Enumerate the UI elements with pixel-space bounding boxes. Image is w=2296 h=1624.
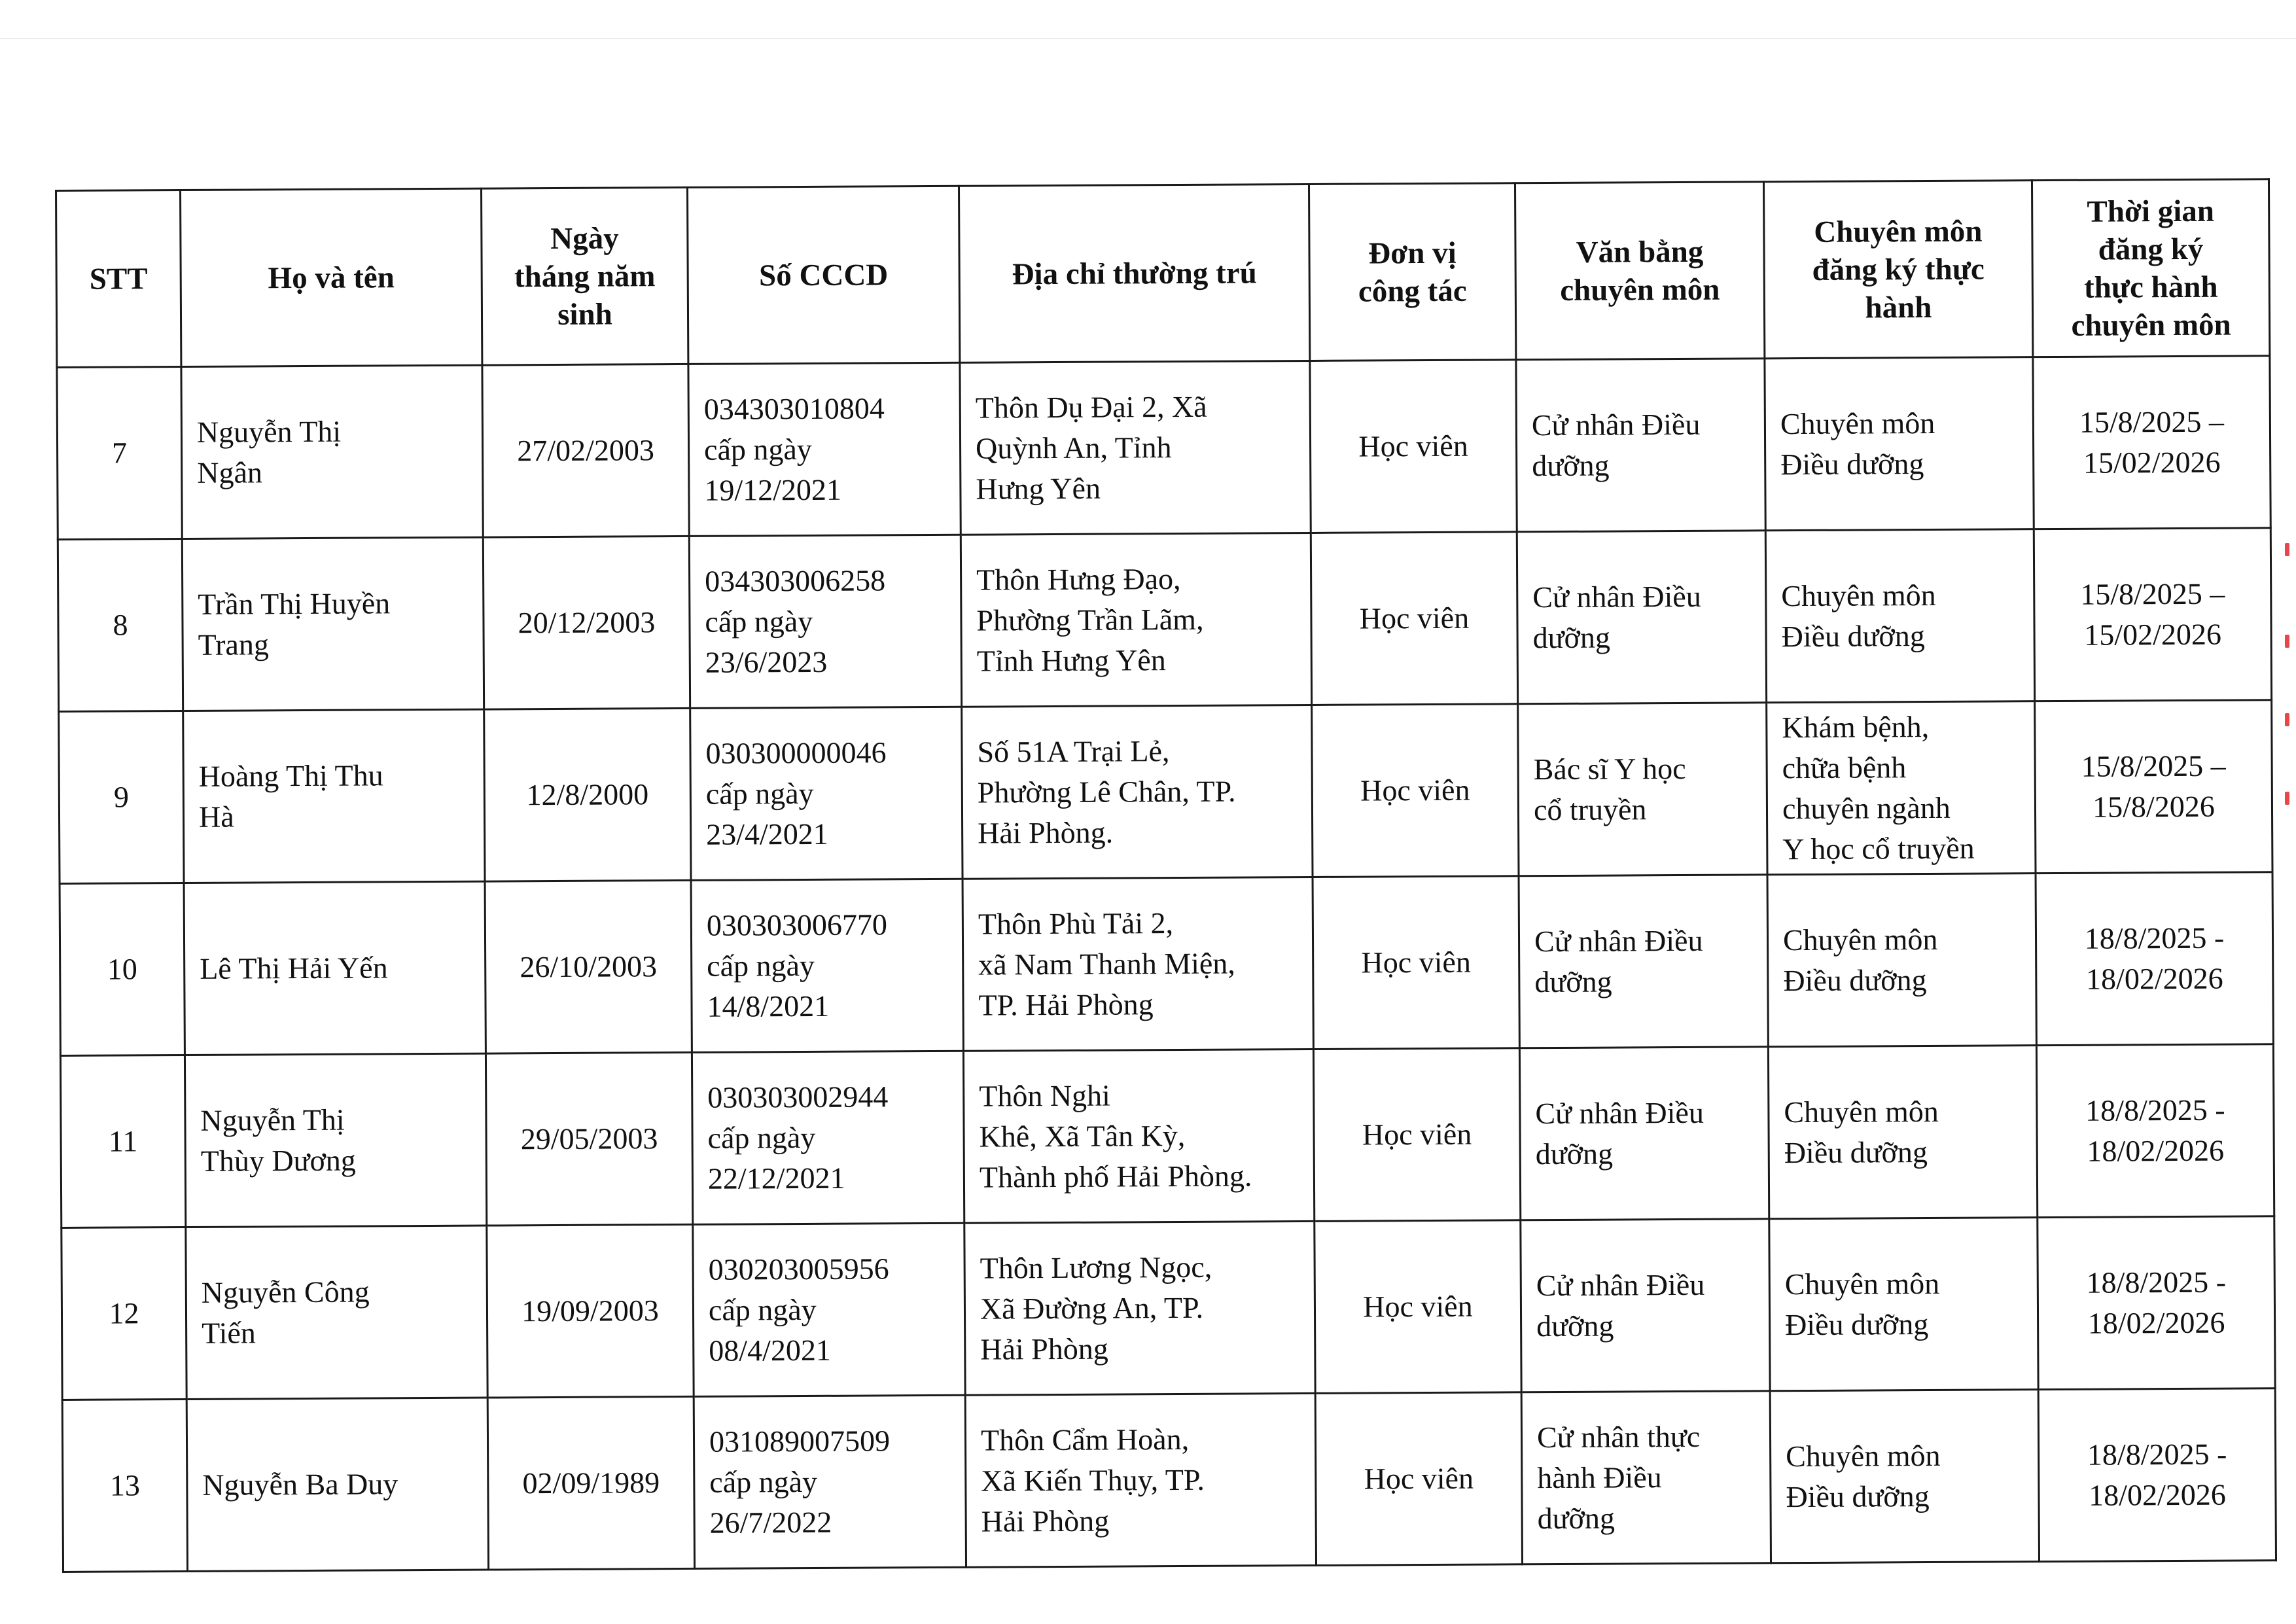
cell-full-name: Trần Thị Huyền Trang	[182, 537, 484, 711]
cell-stt: 10	[60, 883, 185, 1055]
table-row	[60, 1044, 2274, 1228]
cell-degree: Cử nhân Điều dưỡng	[1519, 1047, 1769, 1220]
cell-id-number: 030303002944 cấp ngày 22/12/2021	[692, 1051, 964, 1224]
table-row	[58, 528, 2271, 712]
cell-date-of-birth: 29/05/2003	[486, 1052, 692, 1226]
cell-degree: Cử nhân Điều dưỡng	[1519, 875, 1768, 1048]
cell-id-number: 030203005956 cấp ngày 08/4/2021	[693, 1223, 965, 1396]
cell-stt: 9	[59, 711, 184, 883]
seal-edge-marks	[2285, 543, 2290, 844]
cell-work-unit: Học viên	[1311, 532, 1517, 705]
header-id-number: Số CCCD	[687, 186, 959, 364]
cell-stt: 8	[58, 538, 183, 711]
header-permanent-address: Địa chỉ thường trú	[959, 184, 1309, 362]
cell-full-name: Nguyễn Thị Thùy Dương	[185, 1053, 486, 1227]
cell-address: Số 51A Trại Lẻ, Phường Lê Chân, TP. Hải Phòng.	[962, 705, 1313, 879]
cell-work-unit: Học viên	[1315, 1392, 1522, 1566]
cell-period: 18/8/2025 - 18/02/2026	[2038, 1216, 2275, 1390]
cell-degree: Bác sĩ Y học cổ truyền	[1518, 703, 1767, 876]
cell-full-name: Nguyễn Ba Duy	[186, 1398, 488, 1571]
cell-date-of-birth: 27/02/2003	[482, 364, 689, 537]
cell-degree: Cử nhân Điều dưỡng	[1521, 1219, 1770, 1392]
cell-stt: 11	[60, 1055, 185, 1227]
header-registered-specialty: Chuyên môn đăng ký thực hành	[1763, 181, 2032, 359]
cell-work-unit: Học viên	[1310, 360, 1517, 533]
header-date-of-birth: Ngày tháng năm sinh	[481, 187, 688, 365]
cell-period: 18/8/2025 - 18/02/2026	[2038, 1388, 2276, 1562]
cell-specialty: Chuyên môn Điều dưỡng	[1770, 1390, 2039, 1563]
table-header	[56, 179, 2270, 368]
cell-specialty: Chuyên môn Điều dưỡng	[1768, 1046, 2037, 1219]
cell-address: Thôn Hưng Đạo, Phường Trần Lãm, Tỉnh Hưng Yên	[961, 533, 1311, 707]
header-full-name: Họ và tên	[181, 188, 482, 366]
header-stt: STT	[56, 190, 181, 367]
cell-id-number: 034303006258 cấp ngày 23/6/2023	[689, 535, 961, 708]
cell-id-number: 030303006770 cấp ngày 14/8/2021	[691, 879, 963, 1052]
table-row	[62, 1388, 2276, 1572]
cell-period: 15/8/2025 – 15/02/2026	[2034, 528, 2271, 701]
cell-id-number: 031089007509 cấp ngày 26/7/2022	[694, 1395, 966, 1568]
cell-address: Thôn Cẩm Hoàn, Xã Kiến Thụy, TP. Hải Phòng	[965, 1393, 1316, 1567]
cell-work-unit: Học viên	[1313, 1048, 1520, 1222]
cell-stt: 12	[62, 1227, 186, 1400]
header-registration-period: Thời gian đăng ký thực hành chuyên môn	[2032, 179, 2269, 357]
cell-period: 18/8/2025 - 18/02/2026	[2036, 872, 2273, 1046]
table-row	[60, 872, 2273, 1056]
cell-full-name: Lê Thị Hải Yến	[184, 881, 486, 1055]
cell-id-number: 034303010804 cấp ngày 19/12/2021	[688, 362, 961, 536]
header-row	[56, 179, 2270, 368]
scan-edge-line	[0, 38, 2296, 39]
cell-id-number: 030300000046 cấp ngày 23/4/2021	[690, 707, 963, 880]
header-degree: Văn bằng chuyên môn	[1515, 182, 1764, 360]
cell-specialty: Khám bệnh, chữa bệnh chuyên ngành Y học cổ truyền	[1767, 701, 2036, 875]
cell-address: Thôn Nghi Khê, Xã Tân Kỳ, Thành phố Hải Phòng.	[963, 1049, 1314, 1223]
cell-stt: 7	[57, 366, 182, 539]
cell-full-name: Nguyễn Thị Ngân	[181, 365, 483, 538]
cell-full-name: Hoàng Thị Thu Hà	[183, 709, 485, 883]
cell-period: 15/8/2025 – 15/02/2026	[2033, 356, 2270, 529]
cell-work-unit: Học viên	[1313, 876, 1519, 1050]
cell-address: Thôn Lương Ngọc, Xã Đường An, TP. Hải Phòng	[964, 1221, 1315, 1395]
cell-date-of-birth: 19/09/2003	[487, 1224, 694, 1398]
cell-degree: Cử nhân thực hành Điều dưỡng	[1521, 1391, 1771, 1564]
table-row	[62, 1216, 2275, 1400]
header-work-unit: Đơn vị công tác	[1309, 183, 1515, 361]
table-row	[59, 700, 2272, 884]
table-body	[57, 356, 2276, 1572]
cell-date-of-birth: 02/09/1989	[487, 1396, 694, 1570]
cell-stt: 13	[62, 1399, 187, 1572]
cell-specialty: Chuyên môn Điều dưỡng	[1765, 357, 2034, 531]
cell-date-of-birth: 20/12/2003	[483, 536, 690, 709]
table-row	[57, 356, 2270, 540]
cell-degree: Cử nhân Điều dưỡng	[1517, 531, 1766, 704]
cell-specialty: Chuyên môn Điều dưỡng	[1769, 1218, 2038, 1391]
cell-address: Thôn Dụ Đại 2, Xã Quỳnh An, Tỉnh Hưng Yên	[960, 361, 1311, 535]
cell-work-unit: Học viên	[1312, 704, 1519, 877]
practitioner-registration-table	[55, 178, 2277, 1573]
cell-specialty: Chuyên môn Điều dưỡng	[1765, 529, 2034, 703]
cell-date-of-birth: 26/10/2003	[485, 880, 692, 1053]
cell-period: 15/8/2025 – 15/8/2026	[2035, 700, 2272, 874]
cell-specialty: Chuyên môn Điều dưỡng	[1767, 874, 2036, 1047]
cell-degree: Cử nhân Điều dưỡng	[1516, 359, 1765, 532]
cell-period: 18/8/2025 - 18/02/2026	[2036, 1044, 2274, 1218]
cell-date-of-birth: 12/8/2000	[484, 708, 691, 881]
cell-address: Thôn Phù Tải 2, xã Nam Thanh Miện, TP. Hải Phòng	[963, 877, 1313, 1051]
cell-full-name: Nguyễn Công Tiến	[186, 1226, 487, 1399]
cell-work-unit: Học viên	[1315, 1220, 1521, 1394]
